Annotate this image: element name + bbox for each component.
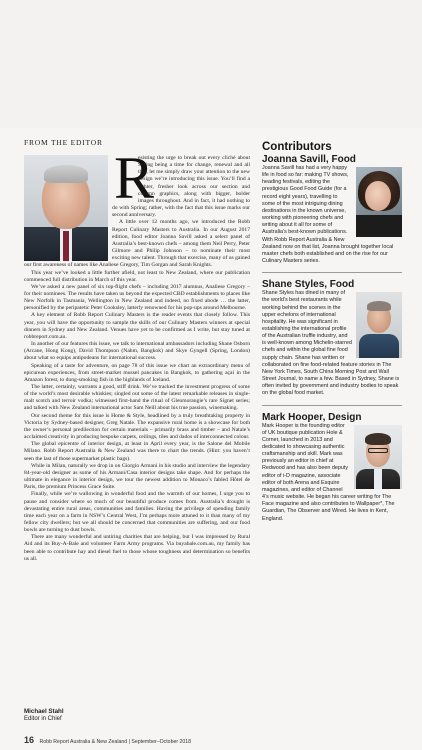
page-footer bbox=[24, 735, 191, 745]
drop-cap: R bbox=[114, 155, 155, 211]
editor-signature bbox=[24, 708, 64, 722]
letter-paragraph: The global epicentre of interior design, at least in April every year, is the Salone del Mobile Milano. Robb Report Australia & New Zealand was there to chart the trends. (Hint: you haven’t seen the last of those supermarket plastic bags). bbox=[24, 441, 250, 462]
letter-paragraph: The latter, certainly, warrants a good, stiff drink. We’ve tracked the investment progress of some of the world’s most desirable whiskies; singled out some of the latest remarkable releases in single-malt scotch and terroir vodka; witnessed first-hand the ritual of Glenmorangie’s rare Signet series; and talked with New Zealand international actor Sam Neill about his true passion, winemaking. bbox=[24, 384, 250, 412]
contributor-photo bbox=[356, 167, 402, 237]
divider bbox=[262, 272, 402, 273]
contributor-shane-styles bbox=[262, 279, 402, 397]
letter-paragraph: In another of our features this issue, we talk to international ambassadors including Shane Osborn (Arcane, Hong Kong), David Thompson (Nahm, Bangkok) and Skye Gyngell (Spring, London) about what so equips antipodeans for international success. bbox=[24, 341, 250, 362]
contributor-name: Shane Styles, Food bbox=[262, 279, 355, 291]
contributor-name: Joanna Savill, Food bbox=[262, 154, 356, 165]
contributor-photo bbox=[354, 425, 402, 489]
letter-paragraph: A key element of Robb Report Culinary Masters is the reader events that closely follow. This year, you will have the opportunity to sample the skills of our Culinary Masters winners at special dinners in Sydney and New Zealand. Venues have yet to be confirmed as I write, but stay tuned at robbreport.com.au. bbox=[24, 312, 250, 340]
contributor-mark-hooper bbox=[262, 412, 402, 523]
letter-paragraph: Speaking of a taste for adventure, on page 78 of this issue we chart an extraordinary menu of epicurean experiences, from street-market mussel pancakes in Bangkok, to gathering açaí in the Amazon forest, to dung-smoking fish in the highlands of Iceland. bbox=[24, 362, 250, 383]
divider bbox=[262, 405, 402, 406]
editor-name: Michael Stahl bbox=[24, 708, 64, 715]
editor-letter bbox=[24, 155, 250, 710]
contributor-bio: Mark Hooper is the founding editor of UK boutique publication Hole & Corner, launched in 2013 and dedicated to showcasing authentic craftsmanship and skill. Mark was previously an editor in chief at Redwood and has also been deputy editor of i-D magazine, associate editor of both Arena and Esquire magazines, and editor of Channel 4’s music website. He began his career writing for The Face magazine and also contributes to Wallpaper*, The Guardian, The Observer and Wired. He lives in Kent, England. bbox=[262, 422, 395, 522]
letter-paragraph: Finally, while we’re wallowing in wonderful food and the warmth of our homes, I urge you to pause and consider where so much of our beautiful produce comes from. Australia’s drought is devastating entire rural areas, communities and families. Having the privilege of spending family time each year on a farm in NSW’s Central West, I’m perhaps more attuned to it than many of my fellow city dwellers; but we all should be concerned that communities are suffering, and our food bowls are turning to dust bowls. bbox=[24, 491, 250, 534]
contributors-column bbox=[262, 141, 402, 523]
contributor-bio: Shane Styles has dined in many of the world’s best restaurants while working behind the scenes in the upper echelons of international hospitality. He was significant in establishing the international profile of the Australian truffle industry, and is well-known among Michelin-starred chefs and within the global fine food supply chain. Shane has written or collaborated on fine food-related feature stories in The New York Times, South China Morning Post and Wall Street Journal, to name a few. Based in Sydney, Shane is often invited by government and industry bodies to speak on the global food market. bbox=[262, 290, 400, 397]
contributor-bio: Joanna Savill has had a very happy life in food so far: making TV shows, heading festivals, editing the prestigious Good Food Guide (for a record eight years), travelling to some of the most intriguing dining destinations in the known universe, working with pioneering chefs and writing about it all for some of Australia’s best-known publications. With Robb Report Australia & New Zealand now on that list, Joanna brought together local master chefs both established and on the rise for our Culinary Masters series. bbox=[262, 165, 394, 265]
section-label: FROM THE EDITOR bbox=[24, 138, 103, 147]
contributor-name: Mark Hooper, Design bbox=[262, 411, 362, 423]
editor-role: Editor in Chief bbox=[24, 716, 62, 722]
letter-paragraph: While in Milan, naturally we drop in on Giorgio Armani in his studio and interview the legendary 84-year-old designer as some of his Armani/Casa interior designs take shape. And for perhaps the ultimate in elegance in interior design, we tour the newest addition to Monaco’s fabled Hôtel de Paris, the premium Princess Grace Suite. bbox=[24, 462, 250, 491]
contributor-photo bbox=[356, 292, 402, 358]
letter-paragraph: This year we’ve looked a little further afield, not least to New Zealand, where our publication commenced full distribution in March of this year. bbox=[24, 269, 250, 283]
letter-paragraph: esisting the urge to break out every cliché about Spring being a time for change, renewal and all that, let me simply draw your attention to the new design we’re introducing this issue. You’ll find a lighter, fresher look across our section and column graphics, along with bigger, bolder images throughout. And in fact, it had nothing to do with Spring; rather, with the fact that this issue marks our second anniversary. bbox=[112, 155, 250, 219]
contributors-heading: Contributors bbox=[262, 141, 332, 153]
letter-paragraph: We’ve asked a new panel of six top-flight chefs – including 2017 alumnus, Analiese Gregory – for their nominees. The results have taken us beyond the expected CBD establishments to places like New Norfolk in Tasmania, Wellington in New Zealand and indeed, no fixed abode … the latter, personified by the peripatetic Peter Cooksley, latterly renowned for his pop-ups around Melbourne. bbox=[24, 283, 250, 312]
page-number: 16 bbox=[24, 735, 35, 745]
letter-paragraph: A little over 12 months ago, we introduced the Robb Report Culinary Masters to Australia. In our August 2017 edition, food editor Joanna Savill asked a select panel of Australia’s best-known chefs – among them Neil Perry, Peter Gilmore and Philip Johnson – to nominate their most exciting new talent. Through that exercise, many of us gained our first awareness of names like Analiese Gregory, Tim Gorgan and Sarah Knights. bbox=[24, 219, 250, 269]
letter-paragraph: Our second theme for this issue is Home & Style, headlined by a truly breathtaking property in Victoria by Sydney-based designer, Greg Natale. The expansive rural home is a showcase for both the owner’s personal predilection for certain materials – primarily brass and timber – and Natale’s acclaimed creativity in producing bespoke carpets, ceilings, tiles and dados of interconnected colour. bbox=[24, 412, 250, 441]
letter-paragraph: There are many wonderful and untiring charities that are helping, but I was impressed by Rural Aid and its Buy-A-Bale and volunteer Farm Army programs. Via buyabale.com.au, my family has been able to contribute hay and diesel fuel to those whose toughness and determination so benefits us all. bbox=[24, 534, 250, 562]
footer-text: Robb Report Australia & New Zealand | September–October 2018 bbox=[39, 739, 192, 745]
contributor-joanna-savill bbox=[262, 154, 402, 265]
top-margin bbox=[0, 0, 422, 128]
letter-body bbox=[24, 155, 250, 563]
